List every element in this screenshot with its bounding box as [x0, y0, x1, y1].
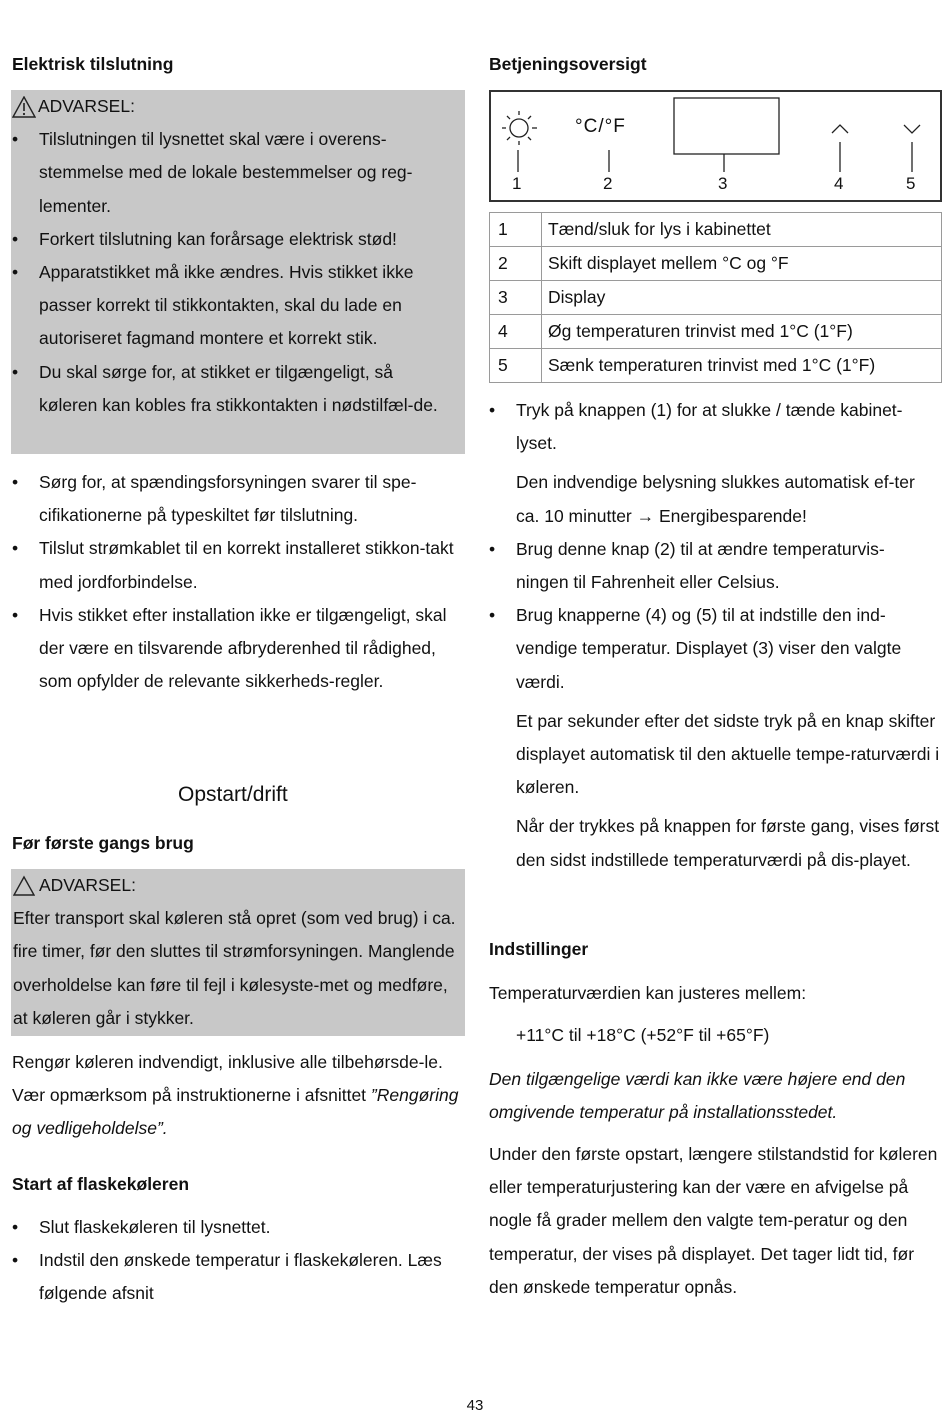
cleaning-reference: ”Rengøring og vedligeholdelse”. [12, 1085, 459, 1139]
list-item: • Sørg for, at spændingsforsyningen svarer til spe-cifikationerne på typeskiltet før tilslutning. [12, 466, 457, 532]
panel-number: 1 [512, 174, 522, 193]
list-item: • Apparatstikket må ikke ændres. Hvis stikket ikke passer korrekt til stikkontakten, skal du lade en autoriseret fagmand montere et korrekt stik. [12, 256, 442, 356]
table-cell-text: Tænd/sluk for lys i kabinettet [542, 213, 942, 247]
table-row [490, 349, 942, 383]
cleaning-paragraph [12, 1046, 464, 1146]
section-heading-indstillinger: Indstillinger [489, 939, 589, 959]
light-icon [502, 111, 537, 145]
list-item: • Du skal sørge for, at stikket er tilgængeligt, så køleren kan kobles fra stikkontakten i nødstilfæl-de. [12, 356, 442, 422]
list-item: • Forkert tilslutning kan forårsage elektrisk stød! [12, 223, 442, 256]
operation-instructions [489, 394, 943, 877]
cleaning-text: Rengør køleren indvendigt, inklusive alle tilbehørsde-le. Vær opmærksom på instruktionerne i afsnittet [12, 1052, 443, 1106]
control-panel-drawing [491, 92, 940, 200]
up-chevron-icon [832, 125, 848, 133]
warning-title-text: ADVARSEL: [38, 96, 135, 116]
table-row [490, 281, 942, 315]
list-item: • Indstil den ønskede temperatur i flaskekøleren. Læs følgende afsnit [12, 1244, 442, 1310]
table-cell-text: Skift displayet mellem °C og °F [542, 247, 942, 281]
instruction-list [489, 394, 939, 460]
warning-triangle-icon [12, 96, 36, 118]
section-heading-forste-brug: Før første gangs brug [12, 833, 194, 853]
table-cell-text: Øg temperaturen trinvist med 1°C (1°F) [542, 315, 942, 349]
list-item: • Brug denne knap (2) til at ændre temperaturvis-ningen til Fahrenheit eller Celsius. [489, 533, 919, 599]
list-item: • Brug knapperne (4) og (5) til at indstille den ind-vendige temperatur. Displayet (3) viser den valgte værdi. [489, 599, 919, 699]
instruction-list [489, 533, 919, 699]
section-heading-start: Start af flaskekøleren [12, 1174, 190, 1194]
panel-number: 5 [906, 174, 916, 193]
table-row [490, 213, 942, 247]
warning-box-electric [11, 90, 465, 454]
table-row [490, 247, 942, 281]
section-heading-elektrisk: Elektrisk tilslutning [12, 54, 174, 74]
panel-number: 2 [603, 174, 613, 193]
control-panel-diagram [489, 90, 942, 202]
unit-toggle-label: °C/°F [575, 116, 626, 137]
down-chevron-icon [904, 125, 920, 133]
table-cell-number: 1 [490, 213, 542, 247]
panel-number: 4 [834, 174, 844, 193]
controls-table [489, 212, 942, 383]
deviation-paragraph: Under den første opstart, længere stilstandstid for køleren eller temperaturjustering kan der være en afvigelse på nogle få grader mellem den valgte tem-peratur og den temperatur, der vises på displayet. Det tager lidt tid, før den ønskede temperatur opnås. [489, 1144, 938, 1297]
instruction-paragraph: Et par sekunder efter det sidste tryk på en knap skifter displayet automatisk til den aktuelle tempe-raturværdi i køleren. [516, 710, 940, 798]
list-item: • Tilslutningen til lysnettet skal være i overens-stemmelse med de lokale bestemmelser og reg-lementer. [12, 123, 442, 223]
warning-box-transport [11, 869, 465, 1036]
warning-triangle-icon [13, 875, 35, 897]
list-item: • Slut flaskekøleren til lysnettet. [12, 1211, 442, 1244]
warning-title [11, 869, 465, 902]
connection-list [12, 466, 457, 698]
instruction-paragraph: Den indvendige belysning slukkes automatisk ef-ter ca. 10 minutter → Energibesparende! [516, 472, 915, 526]
page-number: 43 [466, 1397, 484, 1414]
instruction-paragraph: Når der trykkes på knappen for første gang, vises først den sidst indstillede temperaturværdi på dis-playet. [516, 816, 940, 870]
table-cell-number: 5 [490, 349, 542, 383]
warning-text: Efter transport skal køleren stå opret (som ved brug) i ca. fire timer, før den sluttes til strømforsyningen. Manglende overholdelse kan føre til fejl i kølesyste-met og medføre, at køleren går i stykker. [13, 908, 456, 1028]
warning-list [12, 123, 442, 422]
list-item: • Tilslut strømkablet til en korrekt installeret stikkon-takt med jordforbindelse. [12, 532, 457, 598]
warning-title-text: ADVARSEL: [39, 875, 136, 895]
table-cell-number: 3 [490, 281, 542, 315]
temperature-range: +11°C til +18°C (+52°F til +65°F) [516, 1025, 770, 1045]
table-cell-number: 4 [490, 315, 542, 349]
list-item: • Hvis stikket efter installation ikke er tilgængeligt, skal der være en tilsvarende afbryderenhed til rådighed, som opfylder de relevante sikkerheds-regler. [12, 599, 457, 699]
list-item: • Tryk på knappen (1) for at slukke / tænde kabinet-lyset. [489, 394, 939, 460]
chapter-heading-opstart: Opstart/drift [178, 783, 288, 806]
section-heading-betjening: Betjeningsoversigt [489, 54, 647, 74]
warning-title [11, 90, 465, 123]
temperature-note: Den tilgængelige værdi kan ikke være højere end den omgivende temperatur på installationsstedet. [489, 1069, 906, 1123]
table-cell-text: Display [542, 281, 942, 315]
table-cell-number: 2 [490, 247, 542, 281]
display-box [674, 98, 779, 154]
panel-number: 3 [718, 174, 728, 193]
temperature-intro: Temperaturværdien kan justeres mellem: [489, 983, 807, 1003]
table-row [490, 315, 942, 349]
table-cell-text: Sænk temperaturen trinvist med 1°C (1°F) [542, 349, 942, 383]
start-list [12, 1211, 442, 1311]
